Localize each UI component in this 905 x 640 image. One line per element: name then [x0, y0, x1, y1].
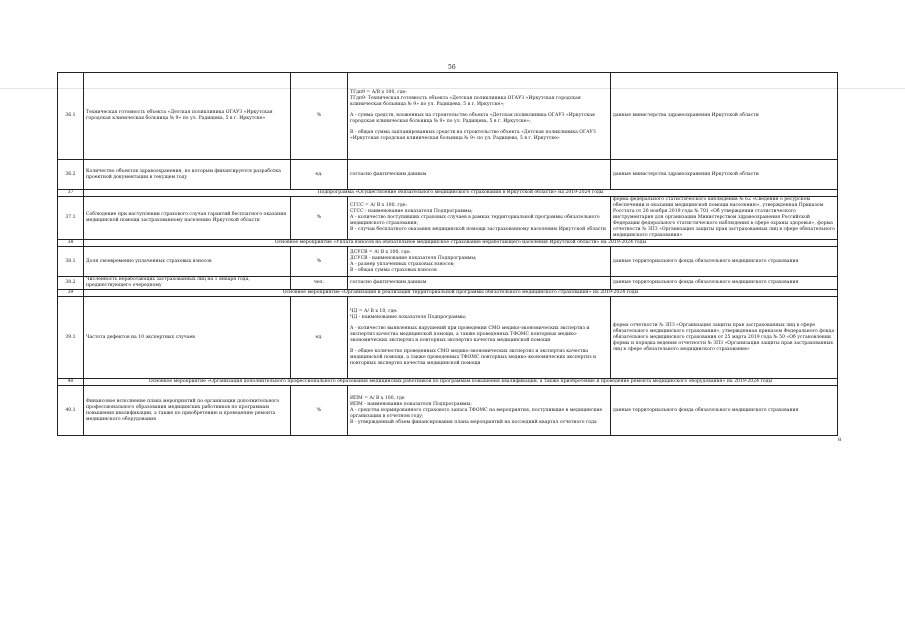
unit-cell: ед. [291, 297, 348, 379]
data-source-cell: форма федерального статистического наблюдения № 62 «Сведения о ресурсном обеспечении и оказании медицинской помощи населению», утвержденная Приказом Росстата от 26 ноября 2019 года № 701 «Об утверждении статистического инструментария для организации Министерством здравоохранения Российской Федерации федерального статистического наблюдения в сфере охраны здоровья», форма отчетности № ЗПЗ «Организация защиты прав застрахованных лиц в сфере обязательного медицинского страхования» [611, 197, 838, 240]
unit-cell: % [291, 386, 348, 436]
section-title: Основное мероприятие «Организация дополнительного профессионального образования медицинских работников по программам повышения квалификации, а также приобретение и проведение ремонта медицинского оборудования» на 2019-2024 годы [84, 379, 838, 386]
table-row [58, 247, 838, 277]
row-number: 39 [58, 290, 84, 297]
section-row [58, 190, 838, 197]
page-end-mark: 8 [838, 437, 842, 443]
formula-line: ИПМ = А/ В х 100, где [350, 395, 405, 401]
section-row [58, 290, 838, 297]
formula-line: В - общая сумма страховых взносов [350, 267, 437, 273]
section-title: Основное мероприятие «Уплата взносов на обязательное медицинское страхование неработающего населения Иркутской области» на 2019-2024 годы [84, 240, 838, 247]
formula-line: ИПМ - наименование показателя Подпрограммы; [350, 401, 472, 407]
formula-cell [348, 247, 611, 277]
page-number: 56 [448, 64, 456, 71]
formula-line: А - количество поступивших страховых случаев в рамках территориальной программы обязательного медицинского страхования; [350, 215, 600, 226]
formula-line: ТГдп9 = А/В х 100, где: [350, 90, 407, 95]
section-title: Основное мероприятие «Организация и реализация территориальной программы обязательного медицинского страхования» на 2019-2024 годы [84, 290, 838, 297]
section-row [58, 240, 838, 247]
table-body [58, 73, 838, 436]
formula-line: ДСУСВ - наименование показателя Подпрограммы; [350, 255, 477, 261]
formula-line: ТГдп9- Техническая готовность объекта «Детская поликлиника ОГАУЗ «Иркутская городская клиническая больница № 9» по ул. Радищева, 5 в г. Иркутске»; [350, 96, 581, 107]
formula-line: А - средства нормированного страхового запаса ТФОМС на мероприятия, поступившие в медицинские организации в отчетном году; [350, 407, 603, 419]
formula-line: В - случаи бесплатного оказания медицинской помощи застрахованному населению Иркутской области [350, 227, 606, 232]
row-number: 37 [58, 190, 84, 197]
data-source-cell: данные министерства здравоохранения Иркутской области [611, 160, 838, 190]
indicator-table [57, 72, 838, 436]
formula-line: СГСС = А/ В х 100, где: [350, 203, 407, 208]
formula-line: ЧД = А/ В х 10, где: [350, 308, 398, 314]
formula-line: В - утвержденный объем финансирования плана мероприятий на последний квартал отчетного года [350, 419, 597, 425]
row-number: 39.1 [58, 297, 84, 379]
indicator-name: Техническая готовность объекта «Детская поликлиника ОГАУЗ «Иркутская городская клиническая больница № 9» по ул. Радищева, 5 в г. Иркутске» [84, 73, 291, 160]
unit-cell: % [291, 247, 348, 277]
table-row [58, 277, 838, 290]
formula-line: СГСС - наименование показателя Подпрограммы; [350, 209, 473, 214]
unit-cell: ед. [291, 160, 348, 190]
unit-cell: % [291, 73, 348, 160]
indicator-name: Соблюдение при наступлении страхового случая гарантий бесплатного оказания медицинской помощи застрахованному населению Иркутской области [84, 197, 291, 240]
unit-cell: чел. [291, 277, 348, 290]
formula-line: В - общая сумма запланированных средств на строительство объекта «Детская поликлиника ОГАУЗ «Иркутская городская клиническая больница № 9» по ул. Радищева, 5 в г. Иркутске» [350, 130, 596, 141]
formula-cell [348, 297, 611, 379]
section-row [58, 379, 838, 386]
formula-cell [348, 197, 611, 240]
data-source-cell: форма отчетности № ЗПЗ «Организация защиты прав застрахованных лиц в сфере обязательного медицинского страхования», утвержденная приказом Федерального фонда обязательного медицинского страхования от 25 марта 2019 года № 50 «Об установлении формы и порядка ведения отчетности № ЗПЗ «Организация защиты прав застрахованных лиц в сфере обязательного медицинского страхования» [611, 297, 838, 379]
formula-cell [348, 160, 611, 190]
indicator-name: Количество объектов здравоохранения, по которым финансируется разработка проектной документации в текущем году [84, 160, 291, 190]
row-number: 37.1 [58, 197, 84, 240]
data-source-cell: данные территориального фонда обязательного медицинского страхования [611, 386, 838, 436]
indicator-name: Финансовое исполнение плана мероприятий по организации дополнительного профессионального образования медицинских работников по программам повышения квалификации, а также по приобретению и проведению ремонта медицинского оборудования [84, 386, 291, 436]
row-number: 36.2 [58, 160, 84, 190]
formula-line: ЧД - наименование показателя Подпрограммы; [350, 314, 467, 320]
indicator-name: Доля своевременно уплаченных страховых взносов [84, 247, 291, 277]
formula-line: В - общее количество проведенных СМО медико-экономических экспертиз и экспертиз качества медицинской помощи, а также проведенных ТФОМС повторных медико-экономических экспертиз и повторных экспертиз качества медицинской помощи [350, 348, 597, 366]
formula-cell [348, 277, 611, 290]
indicator-name: Частота дефектов на 10 экспертных случаев [84, 297, 291, 379]
formula-line: А - размер уплаченных страховых взносов; [350, 261, 455, 267]
row-number: 38.1 [58, 247, 84, 277]
formula-cell [348, 386, 611, 436]
section-title: Подпрограмма «Осуществление обязательного медицинского страхования в Иркутской области» на 2019-2024 годы [84, 190, 838, 197]
data-source-cell: данные министерства здравоохранения Иркутской области [611, 73, 838, 160]
formula-cell [348, 73, 611, 160]
table-row [58, 386, 838, 436]
indicator-name: Численность неработающих застрахованных лиц на 1 января года, предшествующего очередному [84, 277, 291, 290]
row-number: 38 [58, 240, 84, 247]
table-row [58, 297, 838, 379]
table-row [58, 197, 838, 240]
row-number: 38.2 [58, 277, 84, 290]
table-row [58, 160, 838, 190]
row-number: 36.1 [58, 73, 84, 160]
data-source-cell: данные территориального фонда обязательного медицинского страхования [611, 277, 838, 290]
table-row [58, 73, 838, 160]
row-number: 40 [58, 379, 84, 386]
formula-line: А - количество выявленных нарушений при проведении СМО медико-экономических экспертиз и экспертиз качества медицинской помощи, а также проведенных ТФОМС повторных медико-экономических экспертиз и повторных экспертиз качества медицинской помощи [350, 325, 590, 343]
data-source-cell: данные территориального фонда обязательного медицинского страхования [611, 247, 838, 277]
row-number: 40.1 [58, 386, 84, 436]
formula-line: А - сумма средств, вложенных на строительство объекта «Детская поликлиника ОГАУЗ «Иркутская городская клиническая больница № 9» по ул. Радищева, 5 в г. Иркутске»; [350, 113, 595, 124]
formula-line: согласно фактическим данным [350, 280, 427, 285]
unit-cell: % [291, 197, 348, 240]
formula-line: согласно фактическим данным [350, 171, 427, 177]
formula-line: ДСУСВ = А/ В х 100, где: [350, 249, 411, 255]
